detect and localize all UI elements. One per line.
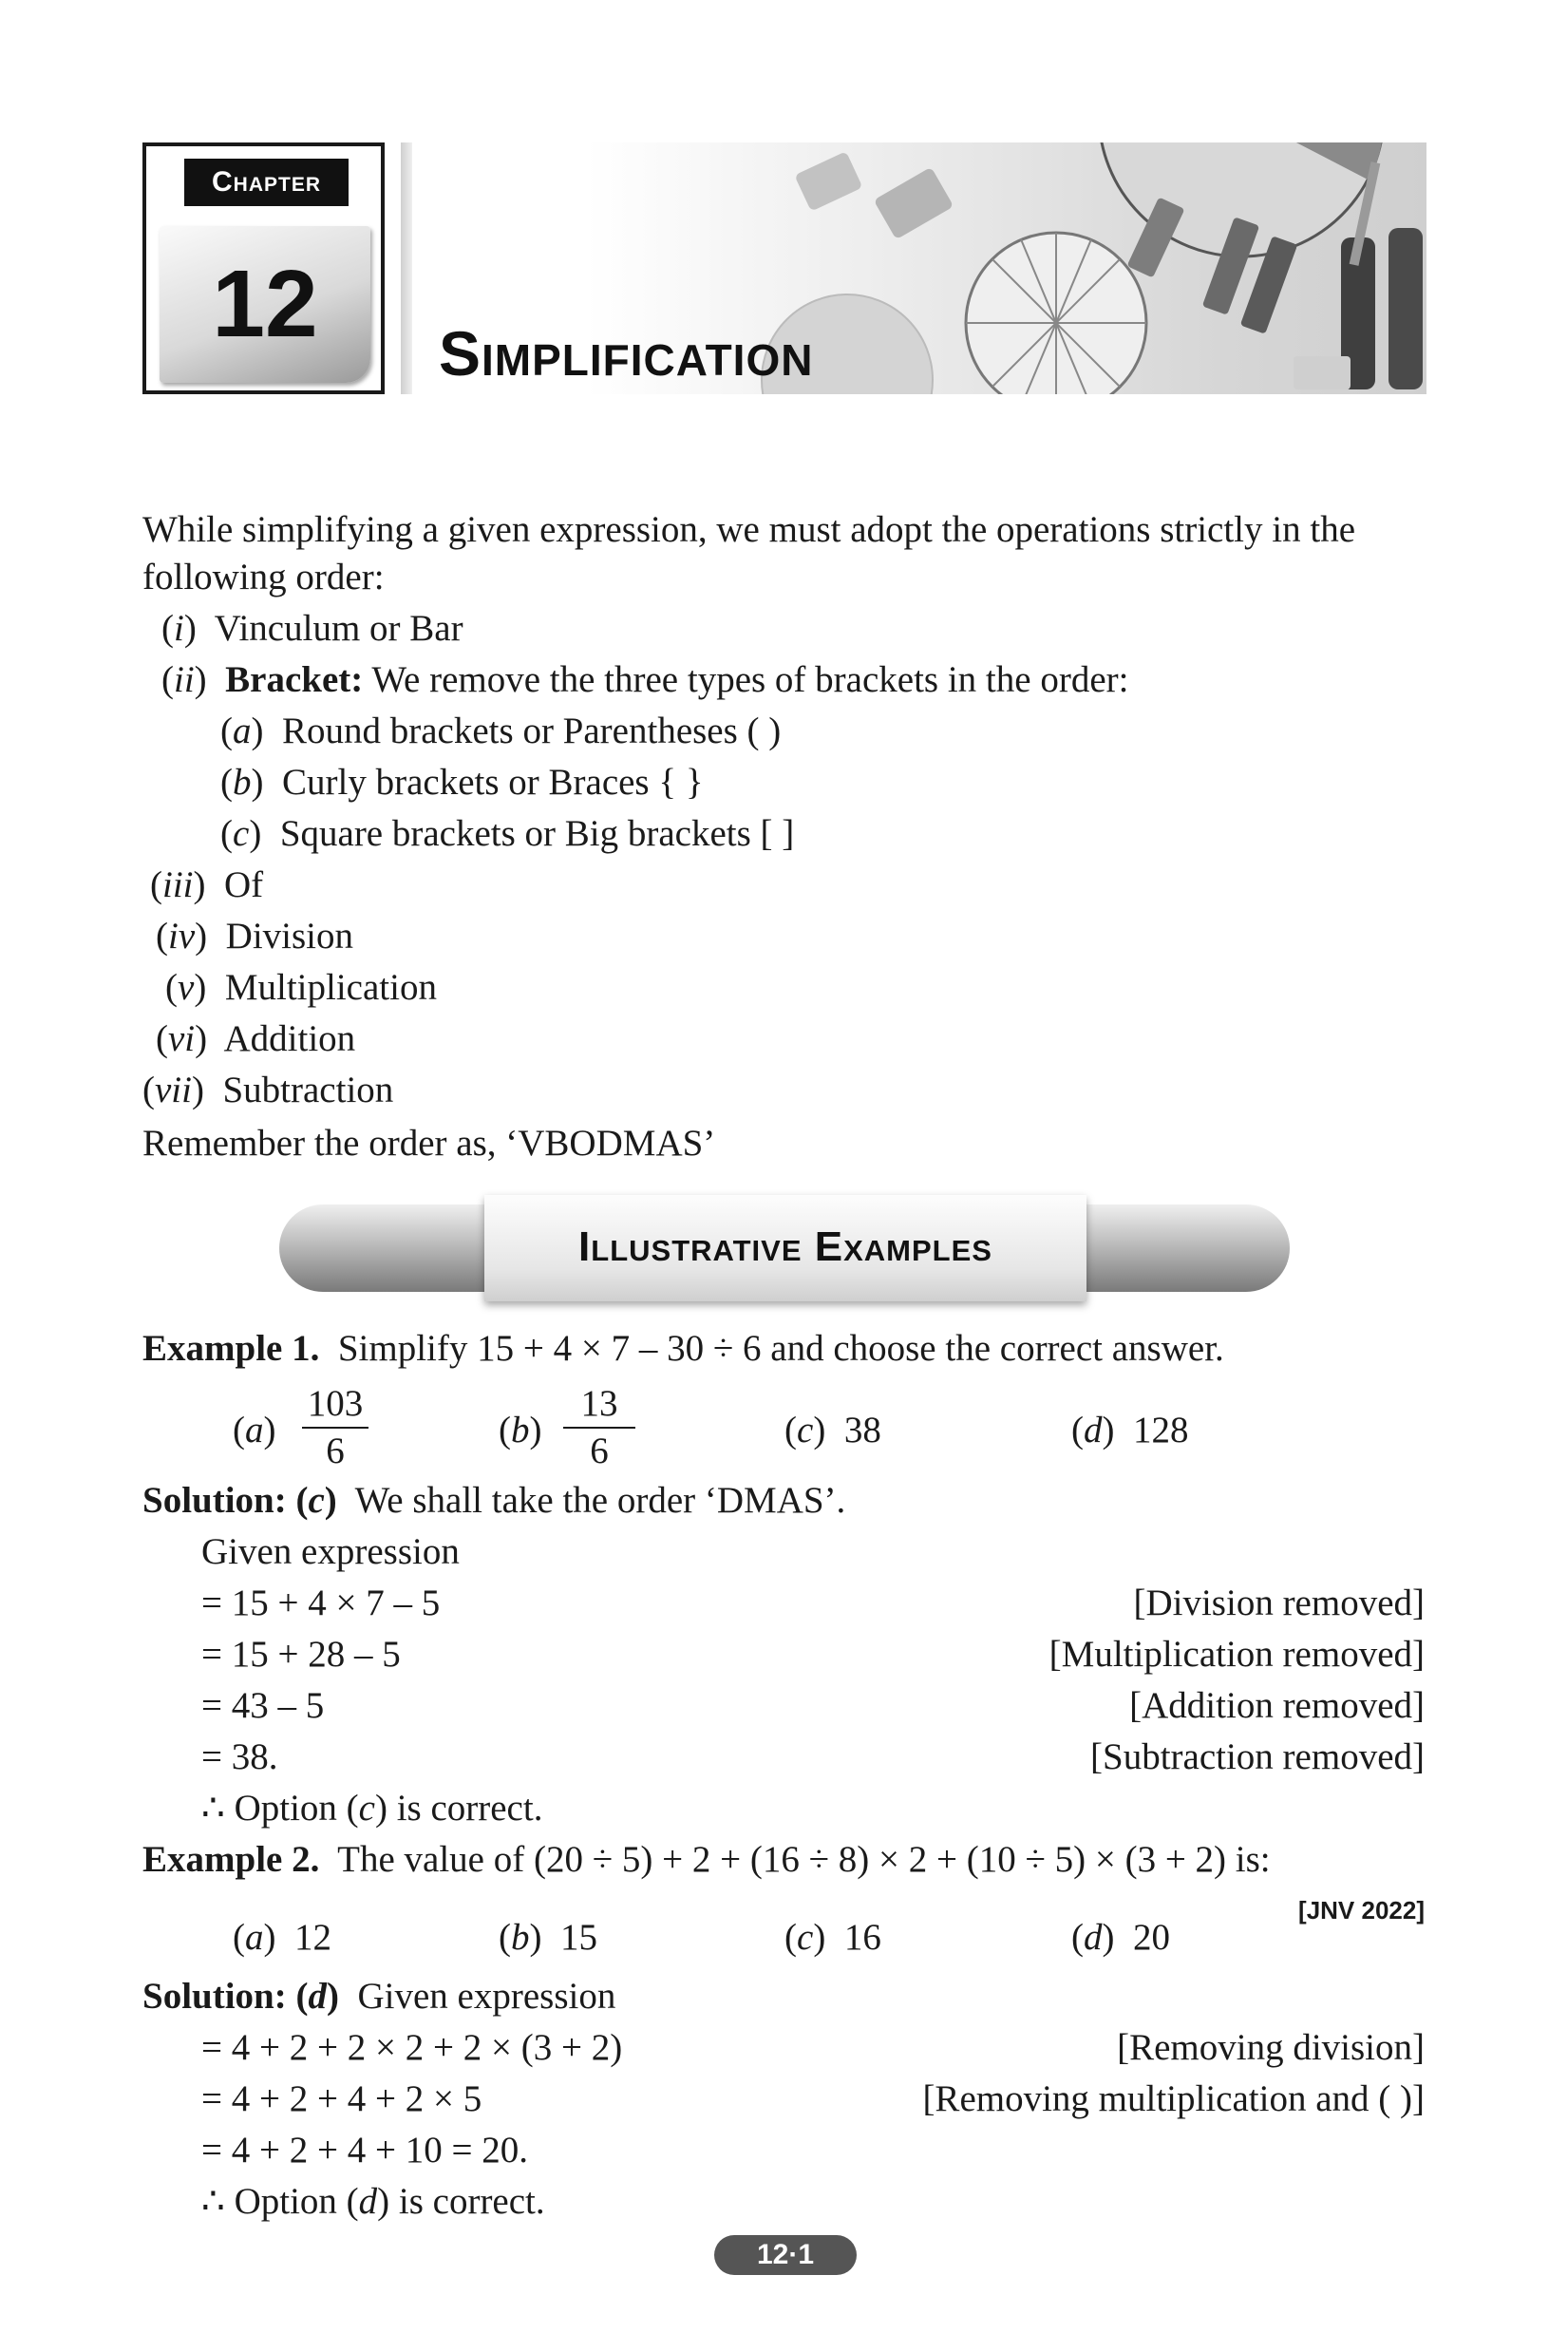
intro-paragraph-line2: following order:	[142, 557, 385, 597]
remember-line: Remember the order as, ‘VBODMAS’	[142, 1123, 716, 1164]
option-item: (b) 15	[499, 1917, 597, 1958]
option-item: (a) 12	[233, 1917, 331, 1958]
option-item: (d) 20	[1071, 1917, 1170, 1958]
list-marker: vii	[155, 1070, 192, 1110]
question-text: The value of (20 ÷ 5) + 2 + (16 ÷ 8) × 2 + (10 ÷ 5) × (3 + 2) is:	[337, 1839, 1271, 1880]
list-marker: iv	[168, 916, 196, 957]
step-note: [Multiplication removed]	[1048, 1634, 1425, 1675]
solution-choice: c	[308, 1480, 325, 1521]
solution-label: Solution:	[142, 1480, 287, 1521]
list-item-text: Curly brackets or Braces { }	[282, 762, 704, 803]
solution-choice: d	[308, 1976, 327, 2017]
fraction-denominator: 6	[326, 1431, 345, 1471]
step-expression: = 4 + 2 + 4 + 10 = 20.	[201, 2130, 528, 2171]
chapter-label: Chapter	[184, 159, 349, 206]
list-item: (vi) Addition	[156, 1018, 356, 1059]
step-expression: = 4 + 2 + 4 + 2 × 5	[201, 2078, 482, 2119]
page-number: 12·1	[714, 2235, 857, 2275]
section-title: Illustrative Examples	[578, 1223, 992, 1270]
step-note: [Division removed]	[1133, 1583, 1425, 1623]
step-expression: = 15 + 28 – 5	[201, 1634, 401, 1675]
sub-list-item: (b) Curly brackets or Braces { }	[220, 762, 704, 803]
list-item-text: Subtraction	[222, 1070, 394, 1110]
list-item-text: Addition	[223, 1018, 356, 1059]
list-item: (ii) Bracket: We remove the three types of brackets in the order:	[161, 659, 1129, 700]
list-item: (v) Multiplication	[165, 967, 437, 1008]
list-marker: v	[178, 967, 195, 1008]
option-fraction	[302, 1383, 368, 1472]
list-marker: i	[174, 608, 184, 649]
step-note: [Removing multiplication and ( )]	[922, 2078, 1425, 2119]
source-tag: [JNV 2022]	[1298, 1896, 1425, 1924]
given-expression: Given expression	[201, 1531, 460, 1572]
solution-line: Solution: (c) We shall take the order ‘DMAS’.	[142, 1480, 846, 1521]
solution-intro: Given expression	[357, 1976, 616, 2017]
chapter-number: 12	[212, 251, 318, 357]
list-item-text: Vinculum or Bar	[214, 608, 463, 649]
example-label: Example 2.	[142, 1839, 320, 1880]
solution-intro: We shall take the order ‘DMAS’.	[354, 1480, 846, 1521]
fraction-numerator: 103	[302, 1383, 368, 1429]
example-question	[142, 1326, 1224, 1372]
fraction-numerator: 13	[563, 1383, 635, 1429]
sub-list-item: (c) Square brackets or Big brackets [ ]	[220, 813, 795, 854]
list-item-text: Division	[225, 916, 354, 957]
question-text: Simplify 15 + 4 × 7 – 30 ÷ 6 and choose the correct answer.	[337, 1328, 1224, 1369]
list-item-bold: Bracket:	[225, 659, 364, 700]
option-fraction	[563, 1383, 635, 1472]
list-marker: c	[233, 813, 250, 854]
intro-paragraph-line1: While simplifying a given expression, we must adopt the operations strictly in the	[142, 509, 1356, 550]
fraction-denominator: 6	[590, 1431, 609, 1471]
list-item-text: Square brackets or Big brackets [ ]	[279, 813, 795, 854]
list-marker: b	[233, 762, 252, 803]
list-item-text: Round brackets or Parentheses ( )	[282, 711, 782, 751]
list-item-text: Of	[224, 864, 264, 905]
option-marker: (a)	[233, 1410, 276, 1450]
conclusion-line: ∴ Option (d) is correct.	[201, 2181, 545, 2222]
list-item: (vii) Subtraction	[142, 1070, 394, 1110]
step-expression: = 38.	[201, 1736, 278, 1777]
list-item: (iv) Division	[156, 916, 354, 957]
list-item-text: We remove the three types of brackets in the order:	[371, 659, 1129, 700]
example-label: Example 1.	[142, 1328, 320, 1369]
step-note: [Removing division]	[1117, 2027, 1425, 2068]
option-item: (c) 38	[784, 1410, 881, 1450]
chapter-title: Simplification	[439, 318, 814, 389]
step-note: [Addition removed]	[1129, 1685, 1425, 1726]
list-item: (iii) Of	[150, 864, 264, 905]
step-note: [Subtraction removed]	[1090, 1736, 1425, 1777]
step-expression: = 43 – 5	[201, 1685, 325, 1726]
step-expression: = 4 + 2 + 2 × 2 + 2 × (3 + 2)	[201, 2027, 623, 2068]
list-item-text: Multiplication	[224, 967, 437, 1008]
solution-label: Solution:	[142, 1976, 287, 2017]
list-item: (i) Vinculum or Bar	[161, 608, 463, 649]
list-marker: a	[233, 711, 252, 751]
banner-divider	[401, 142, 412, 394]
option-item: (c) 16	[784, 1917, 881, 1958]
list-marker: vi	[168, 1018, 196, 1059]
solution-line: Solution: (d) Given expression	[142, 1976, 616, 2017]
sub-list-item: (a) Round brackets or Parentheses ( )	[220, 711, 782, 751]
list-marker: ii	[174, 659, 195, 700]
conclusion-line: ∴ Option (c) is correct.	[201, 1788, 543, 1829]
step-expression: = 15 + 4 × 7 – 5	[201, 1583, 441, 1623]
option-item: (d) 128	[1071, 1410, 1189, 1450]
list-marker: iii	[162, 864, 194, 905]
example-question	[142, 1837, 1271, 1883]
option-marker: (b)	[499, 1410, 542, 1450]
